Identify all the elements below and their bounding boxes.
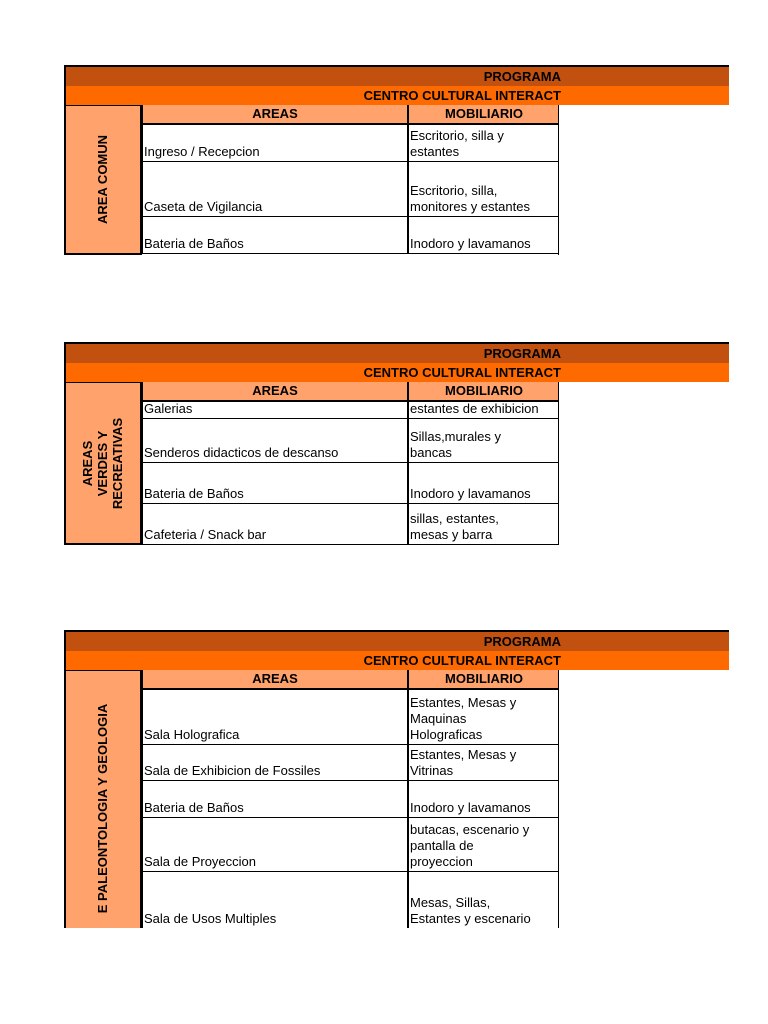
column-header-mobiliario: MOBILIARIO	[407, 382, 559, 402]
table-row-mobiliario: Inodoro y lavamanos	[407, 217, 559, 254]
program-table-paleontologia	[64, 630, 729, 928]
table-header-subtitle	[64, 651, 729, 670]
table-row-area: Caseta de Vigilancia	[142, 162, 407, 217]
table-row-mobiliario: Estantes, Mesas y Maquinas Holograficas	[407, 690, 559, 745]
table-header-title	[64, 342, 729, 363]
table-row-mobiliario: Estantes, Mesas y Vitrinas	[407, 745, 559, 781]
program-table-area-comun	[64, 65, 729, 255]
table-right-border	[558, 670, 559, 928]
side-label-text: AREAS VERDES Y RECREATIVAS	[80, 417, 126, 509]
table-header-title	[64, 630, 729, 651]
table-header-subtitle	[64, 86, 729, 105]
header-subtitle-text: CENTRO CULTURAL INTERACT	[363, 653, 561, 668]
table-row-mobiliario: butacas, escenario y pantalla de proyeccion	[407, 818, 559, 872]
table-right-border	[558, 105, 559, 255]
table-row-mobiliario: Inodoro y lavamanos	[407, 463, 559, 504]
table-header-title	[64, 65, 729, 86]
table-row-mobiliario: Sillas,murales y bancas	[407, 419, 559, 463]
table-row-area: Bateria de Baños	[142, 463, 407, 504]
table-row-mobiliario: sillas, estantes, mesas y barra	[407, 504, 559, 545]
table-row-area: Bateria de Baños	[142, 781, 407, 818]
column-header-mobiliario: MOBILIARIO	[407, 105, 559, 125]
table-row-area: Bateria de Baños	[142, 217, 407, 254]
side-label-text: AREA COMUN	[95, 134, 111, 225]
header-title-text: PROGRAMA	[483, 346, 561, 361]
table-header-subtitle	[64, 363, 729, 382]
side-label-cell	[64, 105, 142, 255]
column-header-areas: AREAS	[142, 105, 407, 125]
table-row-area: Cafeteria / Snack bar	[142, 504, 407, 545]
program-table-areas-verdes	[64, 342, 729, 545]
table-row-mobiliario: Mesas, Sillas, Estantes y escenario	[407, 872, 559, 928]
table-row-mobiliario: Escritorio, silla, monitores y estantes	[407, 162, 559, 217]
table-row-mobiliario: Inodoro y lavamanos	[407, 781, 559, 818]
table-row-area: Galerias	[142, 400, 407, 419]
table-row-mobiliario: Escritorio, silla y estantes	[407, 125, 559, 162]
table-row-area: Sala de Proyeccion	[142, 818, 407, 872]
table-right-border	[558, 382, 559, 545]
table-row-area: Ingreso / Recepcion	[142, 125, 407, 162]
column-header-areas: AREAS	[142, 670, 407, 690]
table-row-area: Sala de Exhibicion de Fossiles	[142, 745, 407, 781]
side-label-cell	[64, 670, 142, 928]
header-title-text: PROGRAMA	[483, 634, 561, 649]
column-header-areas: AREAS	[142, 382, 407, 402]
side-label-cell	[64, 382, 142, 545]
header-subtitle-text: CENTRO CULTURAL INTERACT	[363, 88, 561, 103]
table-row-mobiliario: estantes de exhibicion	[407, 400, 559, 419]
header-title-text: PROGRAMA	[483, 69, 561, 84]
table-row-area: Senderos didacticos de descanso	[142, 419, 407, 463]
column-header-mobiliario: MOBILIARIO	[407, 670, 559, 690]
table-row-area: Sala Holografica	[142, 690, 407, 745]
table-row-area: Sala de Usos Multiples	[142, 872, 407, 928]
header-subtitle-text: CENTRO CULTURAL INTERACT	[363, 365, 561, 380]
side-label-text: E PALEONTOLOGIA Y GEOLOGIA	[95, 703, 111, 914]
